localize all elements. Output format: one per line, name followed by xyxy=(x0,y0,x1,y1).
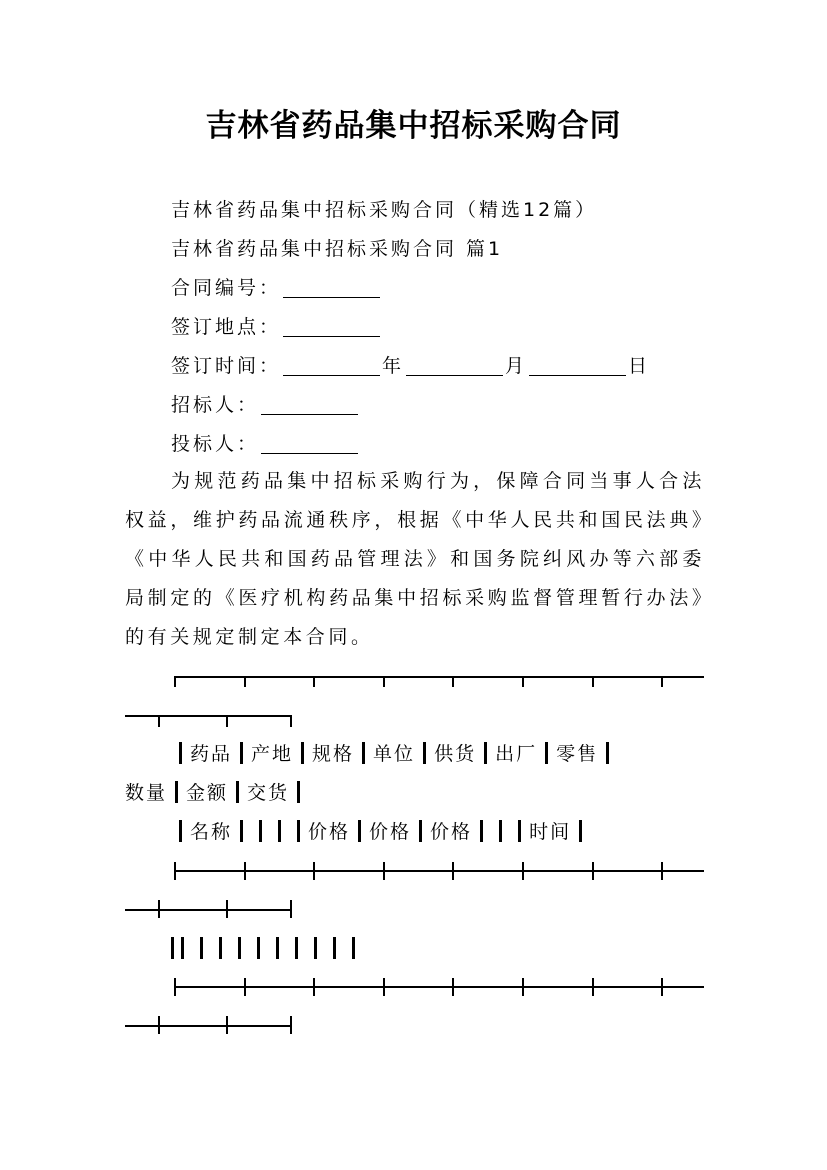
contract-no-blank[interactable] xyxy=(283,275,380,298)
section-heading: 吉林省药品集中招标采购合同 篇1 xyxy=(171,238,504,260)
table-junction xyxy=(522,862,524,880)
table-empty-row xyxy=(171,930,751,969)
table-junction xyxy=(313,862,315,880)
table-junction xyxy=(174,862,176,880)
table-junction xyxy=(244,862,246,880)
table-junction xyxy=(174,676,176,687)
table-junction xyxy=(158,1016,160,1034)
month-blank[interactable] xyxy=(406,353,503,376)
table-junction xyxy=(661,862,663,880)
bidder-blank[interactable] xyxy=(261,431,358,454)
table-junction xyxy=(226,900,228,918)
table-junction xyxy=(244,978,246,996)
table-junction xyxy=(661,978,663,996)
header-cell: 供货 xyxy=(434,743,477,765)
table-junction xyxy=(592,978,594,996)
table-header-row-1-cont xyxy=(125,774,705,813)
table-junction xyxy=(313,676,315,687)
table-junction xyxy=(158,715,160,727)
header-cell: 名称 xyxy=(190,821,233,843)
header-cell: 零售 xyxy=(556,743,599,765)
day-label: 日 xyxy=(628,355,651,377)
table-junction xyxy=(313,978,315,996)
header-cell: 数量 xyxy=(125,782,168,804)
header-cell: 规格 xyxy=(312,743,355,765)
bidder-label: 投标人： xyxy=(171,433,260,455)
header-cell: 价格 xyxy=(369,821,412,843)
header-cell: 价格 xyxy=(430,821,473,843)
table-junction xyxy=(383,978,385,996)
table-header-row-2 xyxy=(171,813,751,852)
table-junction xyxy=(383,676,385,687)
header-cell: 药品 xyxy=(190,743,233,765)
header-cell: 时间 xyxy=(529,821,572,843)
subtitle: 吉林省药品集中招标采购合同（精选12篇） xyxy=(171,199,598,221)
table-junction xyxy=(174,978,176,996)
sign-place-label: 签订地点： xyxy=(171,316,282,338)
sign-time-label: 签订时间： xyxy=(171,355,282,377)
bidder-row xyxy=(171,425,751,464)
document-title: 吉林省药品集中招标采购合同 xyxy=(205,108,622,144)
year-blank[interactable] xyxy=(283,353,380,376)
month-label: 月 xyxy=(505,355,528,377)
contract-no-row xyxy=(171,269,751,308)
table-junction xyxy=(383,862,385,880)
sign-place-blank[interactable] xyxy=(283,314,380,337)
table-junction xyxy=(244,676,246,687)
table-junction xyxy=(452,978,454,996)
table-junction xyxy=(158,900,160,918)
header-cell: 出厂 xyxy=(495,743,538,765)
table-junction xyxy=(452,862,454,880)
header-cell: 交货 xyxy=(247,782,290,804)
intro-paragraph: 为规范药品集中招标采购行为，保障合同当事人合法权益，维护药品流通秩序，根据《中华人民共和国民法典》《中华人民共和国药品管理法》和国务院纠风办等六部委局制定的《医疗机构药品集中招标采购监督管理暂行办法》的有关规定制定本合同。 xyxy=(125,470,705,648)
table-junction xyxy=(226,1016,228,1034)
table-junction xyxy=(592,676,594,687)
table-header-row-1 xyxy=(171,735,751,774)
sign-time-row xyxy=(171,347,751,386)
tenderer-label: 招标人： xyxy=(171,394,260,416)
tenderer-blank[interactable] xyxy=(261,392,358,415)
header-cell: 产地 xyxy=(251,743,294,765)
table-junction xyxy=(226,715,228,727)
sign-place-row xyxy=(171,308,751,347)
table-junction xyxy=(452,676,454,687)
header-cell: 单位 xyxy=(373,743,416,765)
header-cell: 金额 xyxy=(186,782,229,804)
tenderer-row xyxy=(171,386,751,425)
table-junction xyxy=(661,676,663,687)
table-junction xyxy=(522,676,524,687)
table-junction xyxy=(592,862,594,880)
year-label: 年 xyxy=(382,355,405,377)
contract-no-label: 合同编号： xyxy=(171,277,282,299)
day-blank[interactable] xyxy=(529,353,626,376)
header-cell: 价格 xyxy=(308,821,351,843)
table-junction xyxy=(522,978,524,996)
